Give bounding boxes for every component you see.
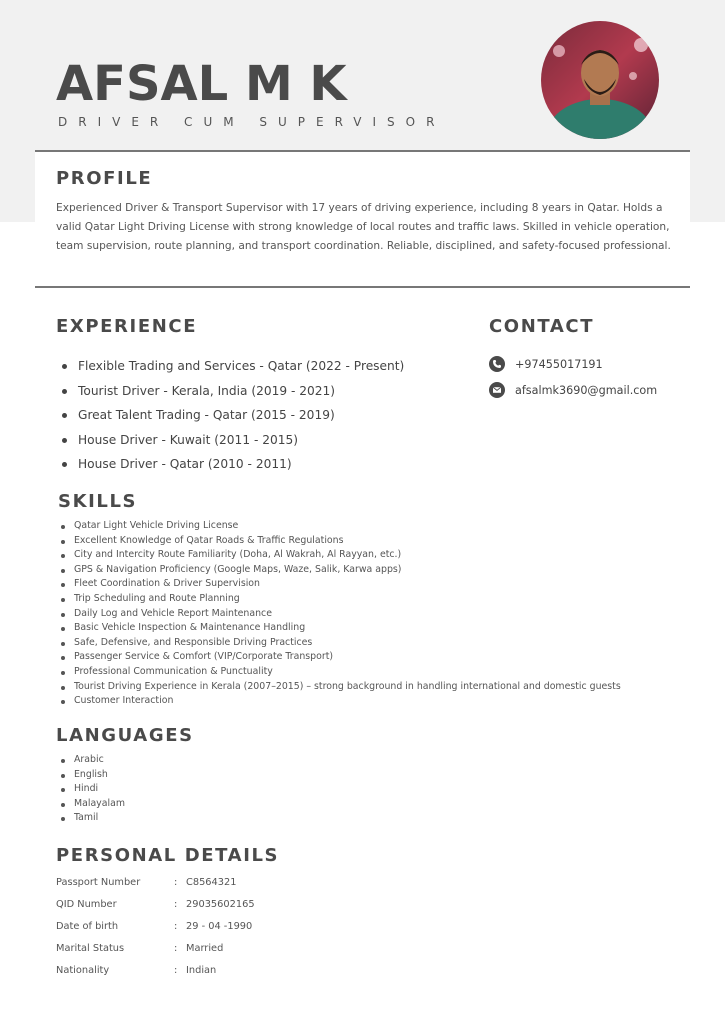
experience-heading: EXPERIENCE: [56, 316, 198, 337]
contact-phone: [489, 355, 603, 373]
list-item: Daily Log and Vehicle Report Maintenance: [60, 607, 621, 622]
list-item: Arabic: [60, 753, 125, 768]
contact-heading: CONTACT: [489, 316, 595, 337]
personal-label: Nationality: [56, 965, 110, 976]
list-item: Tourist Driver - Kerala, India (2019 - 2021): [60, 380, 404, 405]
list-item: Safe, Defensive, and Responsible Driving Practices: [60, 636, 621, 651]
personal-value: Married: [186, 943, 224, 954]
phone-number[interactable]: +97455017191: [515, 357, 603, 371]
list-item: Qatar Light Vehicle Driving License: [60, 519, 621, 534]
personal-value: 29 - 04 -1990: [186, 921, 253, 932]
list-item: Professional Communication & Punctuality: [60, 665, 621, 680]
email-address[interactable]: afsalmk3690@gmail.com: [515, 383, 658, 397]
colon-separator: :: [174, 965, 178, 976]
personal-label: Date of birth: [56, 921, 119, 932]
profile-photo: [541, 21, 659, 139]
divider-top: [35, 150, 690, 152]
colon-separator: :: [174, 921, 178, 932]
colon-separator: :: [174, 877, 178, 888]
profile-heading: PROFILE: [56, 168, 153, 189]
list-item: Trip Scheduling and Route Planning: [60, 592, 621, 607]
personal-value: C8564321: [186, 877, 237, 888]
personal-label: Marital Status: [56, 943, 125, 954]
list-item: English: [60, 768, 125, 783]
list-item: Malayalam: [60, 797, 125, 812]
contact-email: [489, 381, 657, 399]
list-item: GPS & Navigation Proficiency (Google Maps, Waze, Salik, Karwa apps): [60, 563, 621, 578]
phone-icon: [489, 356, 505, 372]
list-item: Customer Interaction: [60, 694, 621, 709]
languages-list: [60, 753, 125, 826]
list-item: Tourist Driving Experience in Kerala (2007–2015) – strong background in handling international and domestic guests: [60, 680, 621, 695]
job-title: DRIVER CUM SUPERVISOR: [58, 115, 446, 129]
experience-list: [60, 355, 404, 478]
personal-value: Indian: [186, 965, 217, 976]
colon-separator: :: [174, 943, 178, 954]
skills-heading: SKILLS: [58, 491, 138, 512]
languages-heading: LANGUAGES: [56, 725, 194, 746]
list-item: House Driver - Kuwait (2011 - 2015): [60, 429, 404, 454]
personal-details-heading: PERSONAL DETAILS: [56, 845, 280, 866]
list-item: Basic Vehicle Inspection & Maintenance Handling: [60, 621, 621, 636]
list-item: City and Intercity Route Familiarity (Doha, Al Wakrah, Al Rayyan, etc.): [60, 548, 621, 563]
personal-label: Passport Number: [56, 877, 141, 888]
list-item: Hindi: [60, 782, 125, 797]
list-item: Flexible Trading and Services - Qatar (2022 - Present): [60, 355, 404, 380]
candidate-name: AFSAL M K: [56, 56, 347, 112]
email-icon: [489, 382, 505, 398]
list-item: Fleet Coordination & Driver Supervision: [60, 577, 621, 592]
list-item: Excellent Knowledge of Qatar Roads & Traffic Regulations: [60, 534, 621, 549]
personal-value: 29035602165: [186, 899, 255, 910]
list-item: Passenger Service & Comfort (VIP/Corporate Transport): [60, 650, 621, 665]
skills-list: [60, 519, 621, 709]
divider-middle: [35, 286, 690, 288]
list-item: House Driver - Qatar (2010 - 2011): [60, 453, 404, 478]
list-item: Tamil: [60, 811, 125, 826]
list-item: Great Talent Trading - Qatar (2015 - 2019): [60, 404, 404, 429]
colon-separator: :: [174, 899, 178, 910]
personal-label: QID Number: [56, 899, 117, 910]
profile-summary: Experienced Driver & Transport Supervisor with 17 years of driving experience, including 8 years in Qatar. Holds a valid Qatar Light Driving License with strong knowledge of local routes and traffic laws. Skilled in vehicle operation, team supervision, route planning, and transport coordination. Reliable, disciplined, and safety-focused professional.: [56, 202, 671, 252]
